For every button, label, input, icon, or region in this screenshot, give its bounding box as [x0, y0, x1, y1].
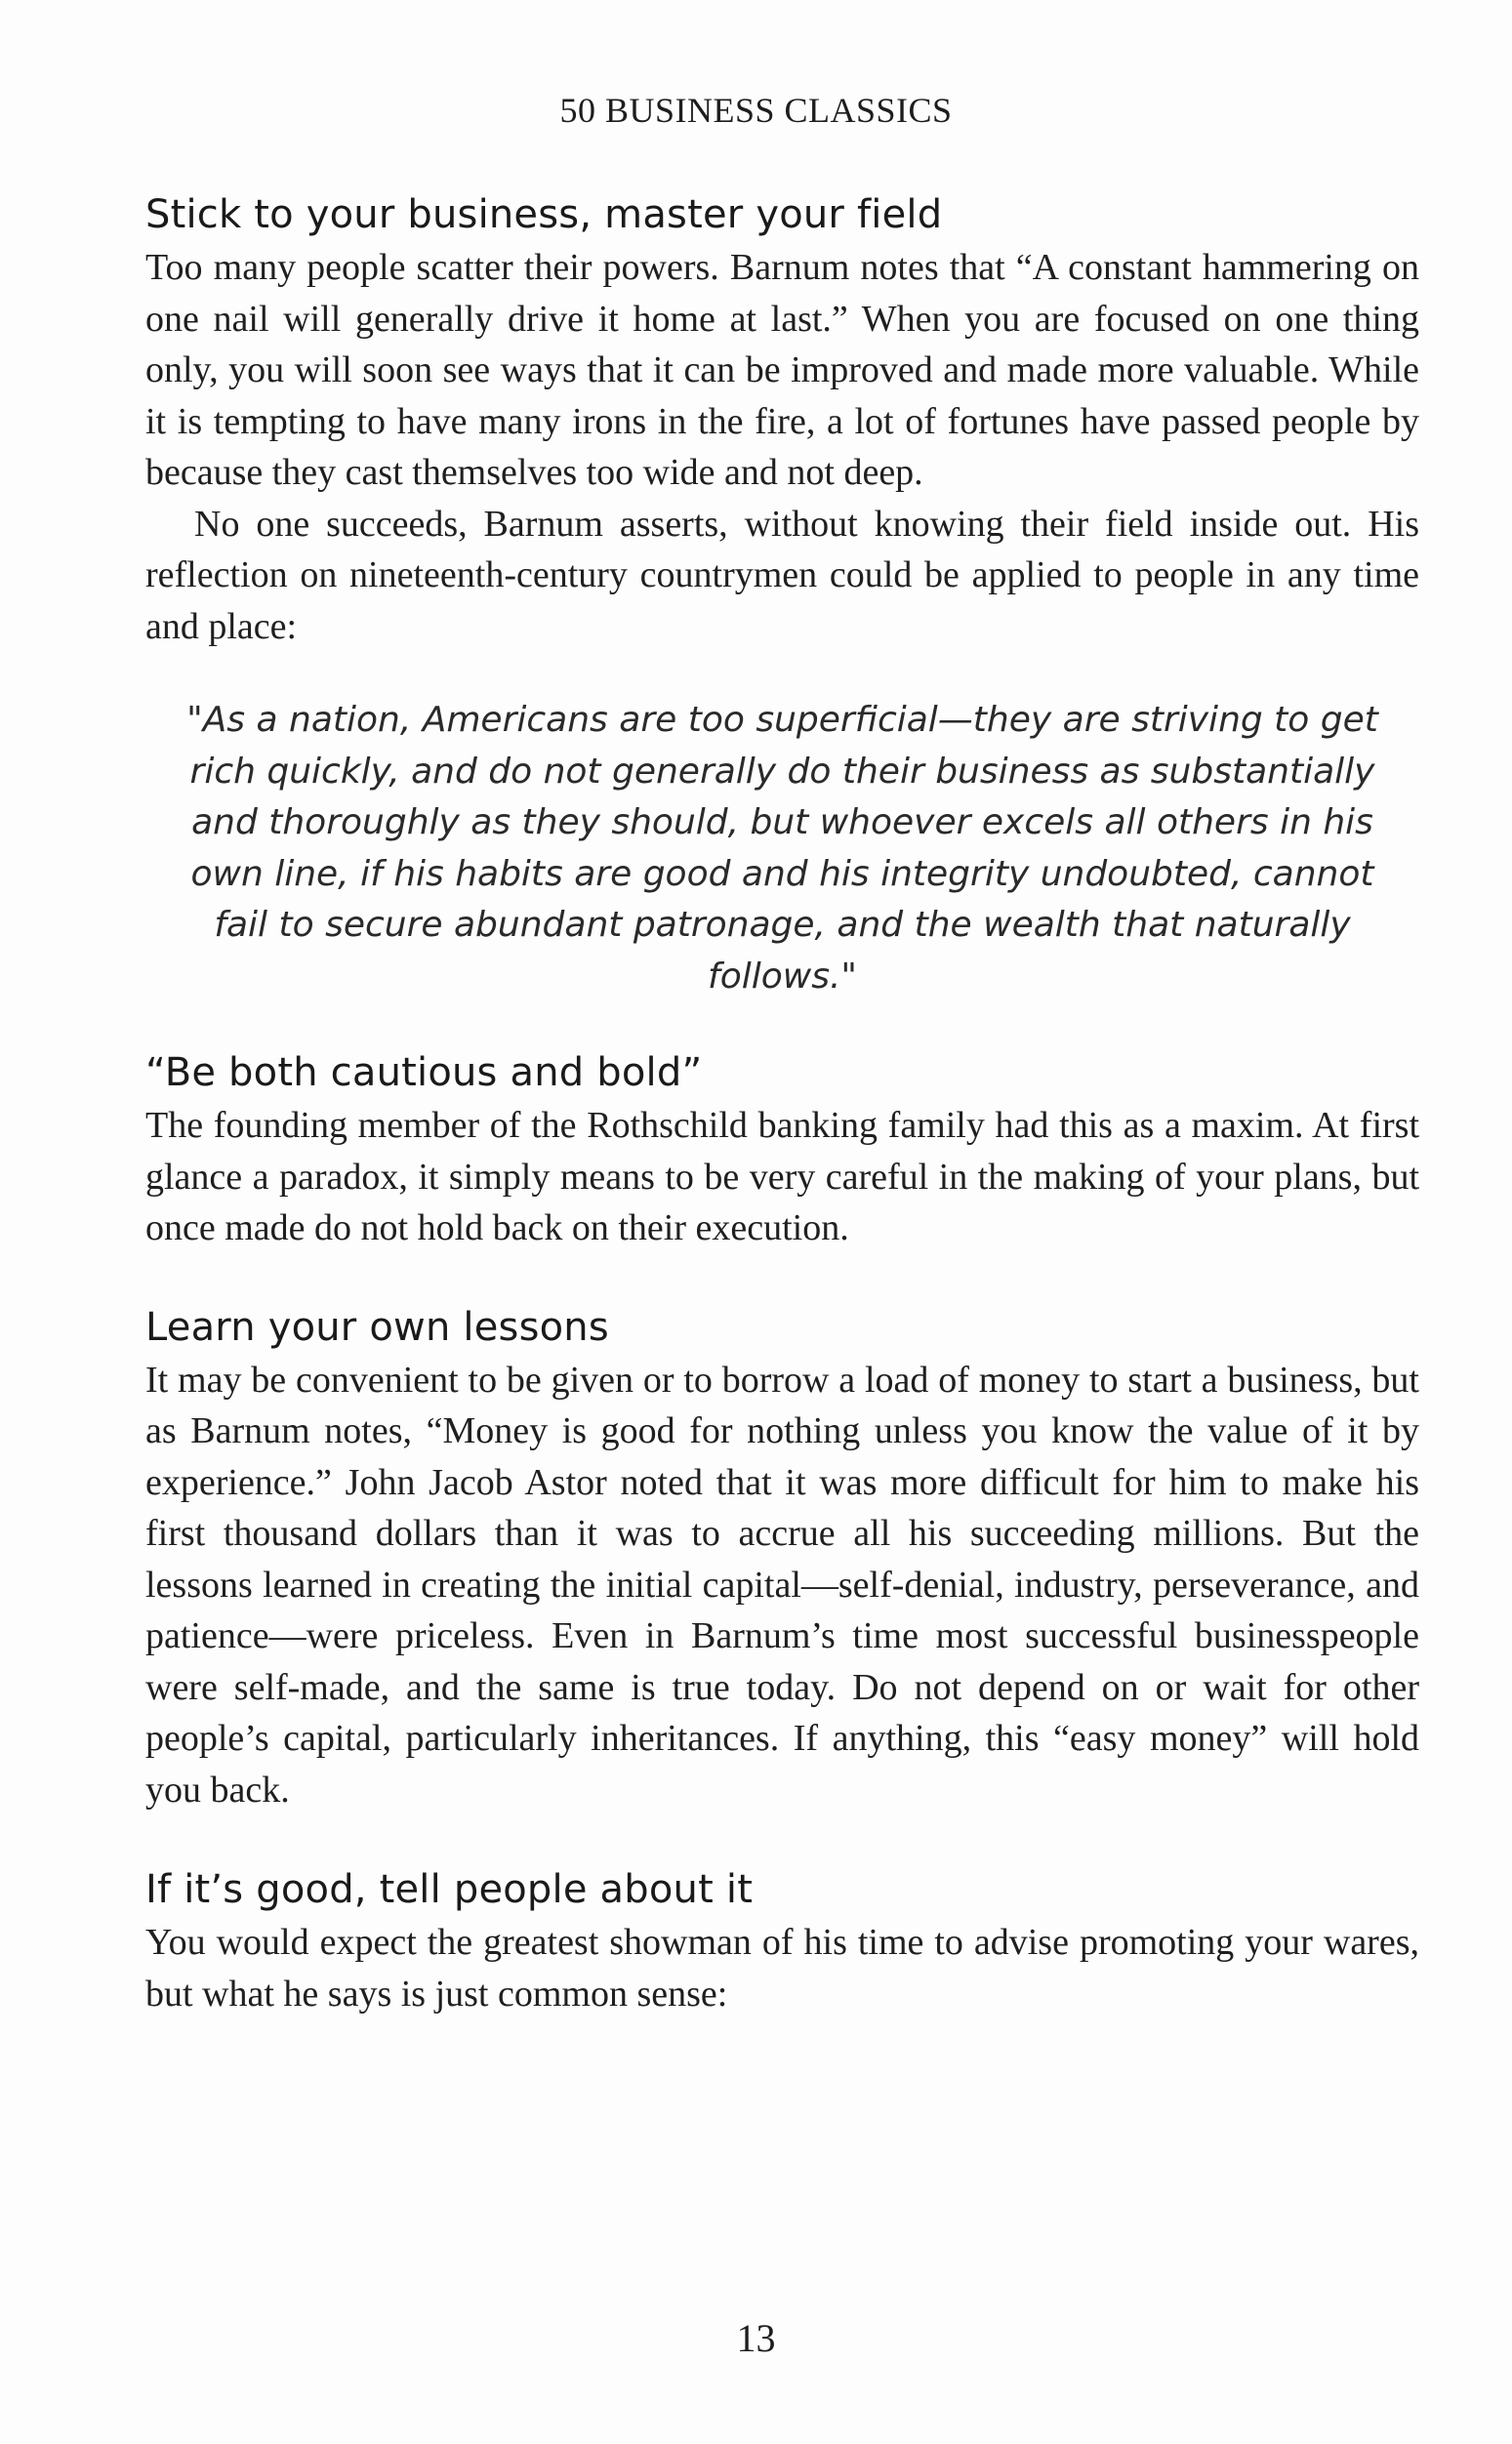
paragraph: Too many people scatter their powers. Barnum notes that “A constant hammering on one nail will generally drive it home at last.” When you are focused on one thing only, you will soon see ways that it can be improved and made more valuable. While it is tempting to have many irons in the fire, a lot of fortunes have passed people by because they cast themselves too wide and not deep. — [145, 247, 1419, 493]
section-heading-cautious-and-bold: “Be both cautious and bold” — [145, 1050, 703, 1095]
page-number: 13 — [736, 2316, 776, 2360]
running-head: 50 BUSINESS CLASSICS — [559, 91, 953, 130]
paragraph: You would expect the greatest showman of his time to advise promoting your wares, but what he says is just common sense: — [145, 1922, 1419, 2015]
section-heading-learn-your-own-lessons: Learn your own lessons — [145, 1304, 609, 1350]
paragraph: The founding member of the Rothschild banking family had this as a maxim. At first glance a paradox, it simply means to be very careful in the making of your plans, but once made do not hold back on their execution. — [145, 1105, 1419, 1248]
page-content — [145, 187, 1419, 2019]
paragraph: It may be convenient to be given or to borrow a load of money to start a business, but as Barnum notes, “Money is good for nothing unless you know the value of it by experience.” John Jacob Astor noted that it was more difficult for him to make his first thousand dollars than it was to accrue all his succeeding millions. But the lessons learned in creating the initial capital—self-denial, industry, perseverance, and patience—were priceless. Even in Barnum’s time most successful businesspeople were self-made, and the same is true today. Do not depend on or wait for other people’s capital, particularly inheritances. If anything, this “easy money” will hold you back. — [145, 1359, 1419, 1811]
section-heading-stick-to-business: Stick to your business, master your field — [145, 192, 943, 237]
section-heading-tell-people: If it’s good, tell people about it — [145, 1867, 754, 1912]
block-quote: "As a nation, Americans are too superficial—they are striving to get rich quickly, and do not generally do their business as substantially and thoroughly as they should, but whoever excels all others in his own line, if his habits are good and his integrity undoubted, cannot fail to secure abundant patronage, and the wealth that naturally follows." — [186, 700, 1378, 997]
paragraph: No one succeeds, Barnum asserts, without knowing their field inside out. His reflection on nineteenth-century countrymen could be applied to people in any time and place: — [145, 503, 1419, 647]
